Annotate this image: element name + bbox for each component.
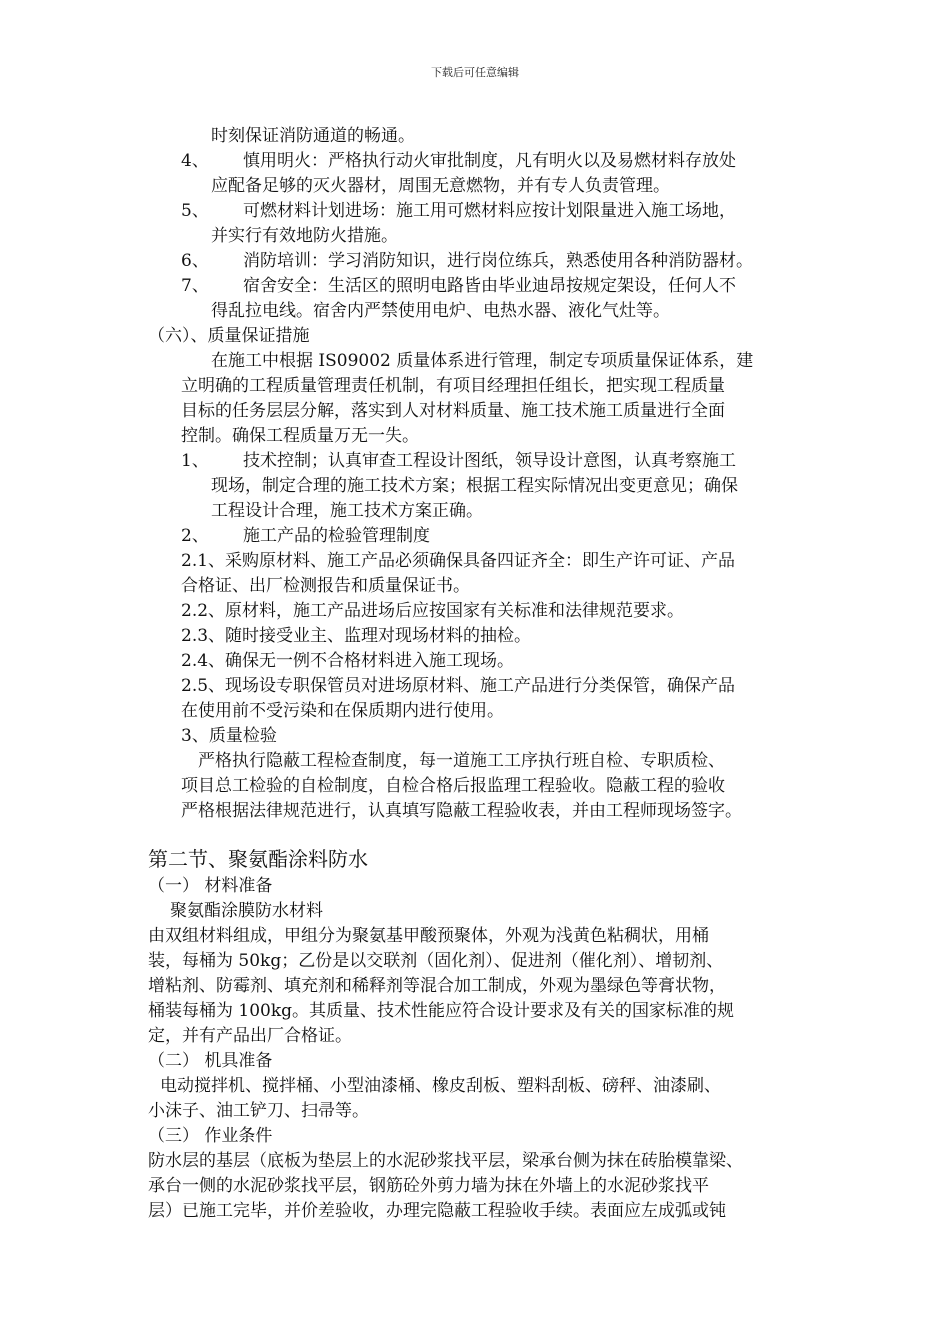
quality-intro-line: 立明确的工程质量管理责任机制，有项目经理担任组长，把实现工程质量 <box>181 376 725 396</box>
list-a-item-4 <box>181 149 736 174</box>
quality-item3-line: 项目总工检验的自检制度，自检合格后报监理工程验收。隐蔽工程的验收 <box>181 776 725 796</box>
quality-sub-line: 2.1、采购原材料、施工产品必须确保具备四证齐全：即生产许可证、产品 <box>181 551 736 571</box>
list-number: 5、 <box>181 201 209 221</box>
quality-item-line: 工程设计合理，施工技术方案正确。 <box>211 501 483 521</box>
materials-line: 由双组材料组成，甲组分为聚氨基甲酸预聚体，外观为浅黄色粘稠状，用桶 <box>148 926 709 946</box>
quality-intro-line: 在施工中根据 IS09002 质量体系进行管理，制定专项质量保证体系，建 <box>211 351 754 371</box>
quality-item-3: 3、质量检验 <box>181 726 277 746</box>
conditions-line: 层）已施工完毕，并价差验收，办理完隐蔽工程验收手续。表面应左成弧或钝 <box>148 1201 726 1221</box>
list-text: 技术控制；认真审查工程设计图纸，领导设计意图，认真考察施工 <box>243 451 736 471</box>
list-number: 1、 <box>181 451 209 471</box>
list-a-item-line: 得乱拉电线。宿舍内严禁使用电炉、电热水器、液化气灶等。 <box>211 301 670 321</box>
quality-sub-line: 在使用前不受污染和在保质期内进行使用。 <box>181 701 504 721</box>
conditions-line: 防水层的基层（底板为垫层上的水泥砂浆找平层，梁承台侧为抹在砖胎模靠梁、 <box>148 1151 743 1171</box>
quality-item-line: 现场，制定合理的施工技术方案；根据工程实际情况出变更意见；确保 <box>211 476 738 496</box>
list-text: 慎用明火：严格执行动火审批制度，凡有明火以及易燃材料存放处 <box>243 151 736 171</box>
materials-heading: （一） 材料准备 <box>148 876 273 896</box>
list-a-item-line: 时刻保证消防通道的畅通。 <box>211 126 415 146</box>
page-header: 下载后可任意编辑 <box>431 66 519 79</box>
tools-line: 电动搅拌机、搅拌桶、小型油漆桶、橡皮刮板、塑料刮板、磅秤、油漆刷、 <box>160 1076 721 1096</box>
quality-item3-line: 严格根据法律规范进行，认真填写隐蔽工程验收表，并由工程师现场签字。 <box>181 801 742 821</box>
materials-line: 增粘剂、防霉剂、填充剂和稀释剂等混合加工制成，外观为墨绿色等膏状物， <box>148 976 726 996</box>
list-a-item-7 <box>181 274 736 299</box>
materials-line: 装，每桶为 50kg；乙份是以交联剂（固化剂）、促进剂（催化剂）、增韧剂、 <box>148 951 724 971</box>
conditions-heading: （三） 作业条件 <box>148 1126 273 1146</box>
conditions-line: 承台一侧的水泥砂浆找平层，钢筋砼外剪力墙为抹在外墙上的水泥砂浆找平 <box>148 1176 709 1196</box>
materials-line: 桶装每桶为 100kg。其质量、技术性能应符合设计要求及有关的国家标准的规 <box>148 1001 735 1021</box>
list-a-item-line: 并实行有效地防火措施。 <box>211 226 398 246</box>
tools-line: 小沫子、油工铲刀、扫帚等。 <box>148 1101 369 1121</box>
list-number: 6、 <box>181 251 209 271</box>
list-a-item-line: 应配备足够的灭火器材，周围无意燃物，并有专人负责管理。 <box>211 176 670 196</box>
list-text: 可燃材料计划进场：施工用可燃材料应按计划限量进入施工场地， <box>243 201 736 221</box>
list-number: 4、 <box>181 151 209 171</box>
list-text: 施工产品的检验管理制度 <box>243 526 430 546</box>
list-a-item-5 <box>181 199 736 224</box>
quality-sub-line: 2.2、原材料，施工产品进场后应按国家有关标准和法律规范要求。 <box>181 601 685 621</box>
list-a-item-6 <box>181 249 753 274</box>
section-title: 第二节、聚氨酯涂料防水 <box>148 847 368 871</box>
quality-intro-line: 控制。确保工程质量万无一失。 <box>181 426 419 446</box>
quality-item-1 <box>181 449 736 474</box>
list-number: 2、 <box>181 526 209 546</box>
quality-sub-line: 2.5、现场设专职保管员对进场原材料、施工产品进行分类保管，确保产品 <box>181 676 736 696</box>
quality-item3-line: 严格执行隐蔽工程检查制度，每一道施工工序执行班自检、专职质检、 <box>198 751 725 771</box>
materials-subheading: 聚氨酯涂膜防水材料 <box>170 901 323 921</box>
quality-sub-line: 2.3、随时接受业主、监理对现场材料的抽检。 <box>181 626 532 646</box>
quality-heading: （六）、质量保证措施 <box>148 326 310 346</box>
quality-sub-line: 2.4、确保无一例不合格材料进入施工现场。 <box>181 651 515 671</box>
list-text: 消防培训：学习消防知识，进行岗位练兵，熟悉使用各种消防器材。 <box>243 251 753 271</box>
quality-intro-line: 目标的任务层层分解，落实到人对材料质量、施工技术施工质量进行全面 <box>181 401 725 421</box>
materials-line: 定，并有产品出厂合格证。 <box>148 1026 352 1046</box>
list-number: 7、 <box>181 276 209 296</box>
quality-item-2 <box>181 524 430 549</box>
tools-heading: （二） 机具准备 <box>148 1051 273 1071</box>
list-text: 宿舍安全：生活区的照明电路皆由毕业迪昂按规定架设，任何人不 <box>243 276 736 296</box>
quality-sub-line: 合格证、出厂检测报告和质量保证书。 <box>181 576 470 596</box>
